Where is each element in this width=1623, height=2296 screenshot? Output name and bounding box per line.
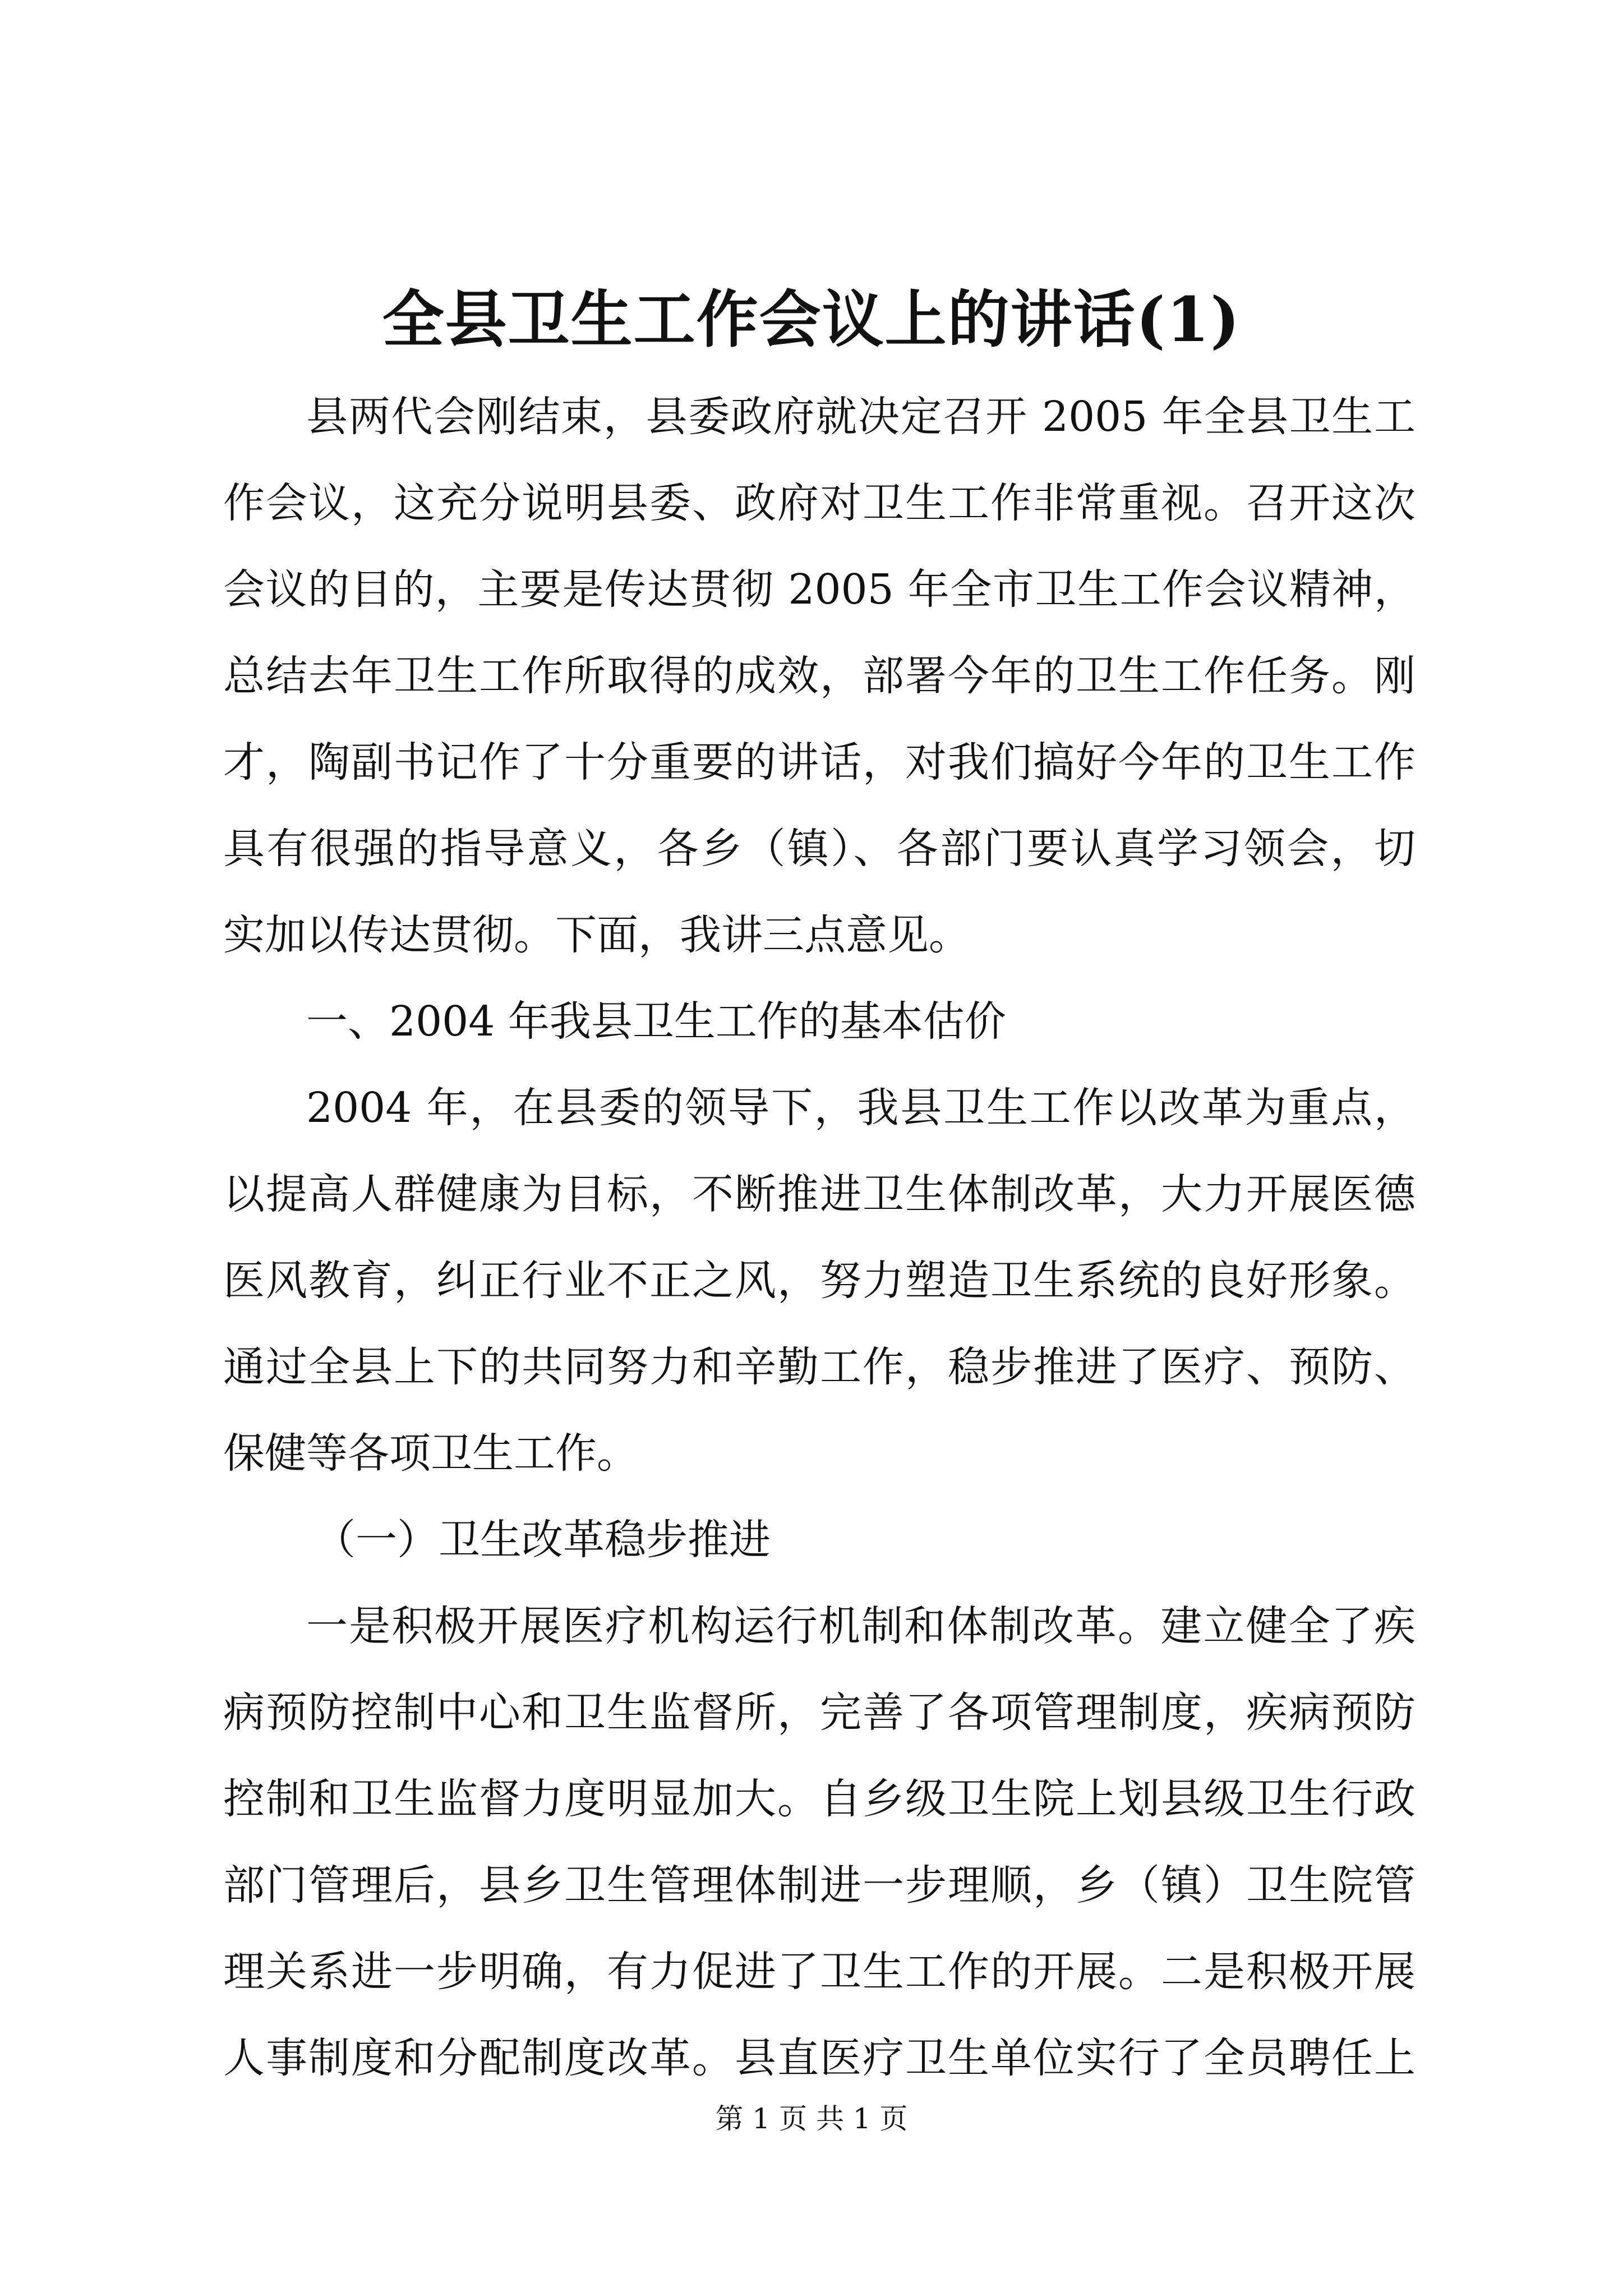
text-line: 部门管理后，县乡卫生管理体制进一步理顺，乡（镇）卫生院管 [223, 1861, 1415, 1910]
text-line: 县两代会刚结束，县委政府就决定召开 2005 年全县卫生工 [306, 393, 1415, 441]
subsection-heading: （一）卫生改革稳步推进 [314, 1516, 771, 1564]
text-line: 人事制度和分配制度改革。县直医疗卫生单位实行了全员聘任上 [223, 2034, 1415, 2082]
text-line: 医风教育，纠正行业不正之风，努力塑造卫生系统的良好形象。 [223, 1257, 1415, 1305]
text-line: 才，陶副书记作了十分重要的讲话，对我们搞好今年的卫生工作 [223, 738, 1415, 786]
text-line: 控制和卫生监督力度明显加大。自乡级卫生院上划县级卫生行政 [223, 1775, 1415, 1823]
text-line: 保健等各项卫生工作。 [223, 1429, 638, 1478]
page-footer: 第 1 页 共 1 页 [715, 2102, 908, 2135]
text-line: 病预防控制中心和卫生监督所，完善了各项管理制度，疾病预防 [223, 1688, 1415, 1737]
section-heading: 一、2004 年我县卫生工作的基本估价 [306, 997, 1006, 1046]
text-line: 实加以传达贯彻。下面，我讲三点意见。 [223, 911, 970, 959]
text-line: 2004 年，在县委的领导下，我县卫生工作以改革为重点， [306, 1084, 1415, 1132]
text-line: 总结去年卫生工作所取得的成效，部署今年的卫生工作任务。刚 [223, 652, 1415, 700]
text-line: 理关系进一步明确，有力促进了卫生工作的开展。二是积极开展 [223, 1948, 1415, 1996]
text-line: 作会议，这充分说明县委、政府对卫生工作非常重视。召开这次 [223, 479, 1415, 527]
text-line: 具有很强的指导意义，各乡（镇）、各部门要认真学习领会，切 [223, 825, 1415, 873]
text-line: 以提高人群健康为目标，不断推进卫生体制改革，大力开展医德 [223, 1170, 1415, 1218]
text-line: 会议的目的，主要是传达贯彻 2005 年全市卫生工作会议精神， [223, 565, 1415, 614]
document-title: 全县卫生工作会议上的讲话(1) [382, 283, 1241, 356]
text-line: 一是积极开展医疗机构运行机制和体制改革。建立健全了疾 [306, 1602, 1415, 1650]
text-line: 通过全县上下的共同努力和辛勤工作，稳步推进了医疗、预防、 [223, 1343, 1415, 1391]
